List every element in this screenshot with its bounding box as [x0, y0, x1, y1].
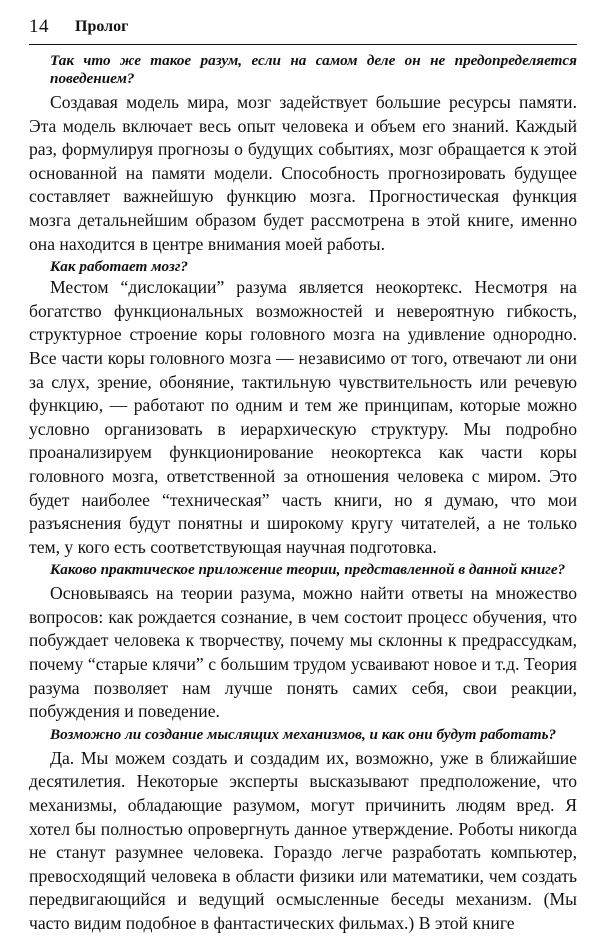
page-header: [29, 14, 577, 45]
page-number: 14: [29, 16, 49, 37]
body-paragraph: Основываясь на теории разума, можно найти ответы на множество вопросов: как рождается сознание, в чем состоит процесс обучения, что побуждает человека к творчеству, почему мы склонны к предрассудкам, почему “старые клячи” с большим трудом усваивают новое и т.д. Теория разума позволяет нам лучше понять самих себя, свои реакции, побуждения и поведение.: [29, 583, 577, 722]
question-heading: Каково практическое приложение теории, представленной в данной книге?: [50, 561, 566, 579]
question-heading: Как работает мозг?: [50, 258, 189, 276]
section-how-brain-works: [29, 258, 577, 559]
section-thinking-machines: [29, 726, 577, 936]
question-heading: Так что же такое разум, если на самом деле он не предопределяется поведением?: [50, 52, 577, 87]
body-paragraph: Да. Мы можем создать и создадим их, возможно, уже в ближайшие десятилетия. Некоторые эксперты высказывают предположение, что механизмы, обладающие разумом, могут причинить людям вред. Я хотел бы полностью опровергнуть данное утверждение. Роботы никогда не станут разумнее человека. Гораздо легче разработать компьютер, превосходящий человека в области физики или математики, чем создать передвигающийся и ведущий осмысленные беседы механизм. (Мы часто видим подобное в фантастических фильмах.) В этой книге: [29, 747, 577, 933]
body-paragraph: Местом “дислокации” разума является неокортекс. Несмотря на богатство функциональных возможностей и невероятную гибкость, структурное строение коры головного мозга на удивление однородно. Все части коры головного мозга — независимо от того, отвечают ли они за слух, зрение, обоняние, тактильную чувствительность или речевую функцию, — работают по одним и тем же принципам, которые можно условно организовать в иерархическую структуру. Мы подробно проанализируем функционирование неокортекса как части коры головного мозга, ответственной за отношения человека с миром. Это будет наиболее “техническая” часть книги, но я думаю, что мои разъяснения будут понятны и широкому кругу читателей, а не только тем, у кого есть соответствующая научная подготовка.: [29, 277, 577, 557]
body-paragraph: Создавая модель мира, мозг задействует большие ресурсы памяти. Эта модель включает весь опыт человека и объем его знаний. Каждый раз, формулируя прогнозы о будущих событиях, мозг обращается к этой основанной на памяти модели. Способность прогнозировать будущее составляет важнейшую функцию мозга. Прогностическая функция мозга детальнейшим образом будет рассмотрена в этой книге, именно она находится в центре внимания моей работы.: [29, 92, 577, 254]
section-practical-application: [29, 561, 577, 724]
question-heading: Возможно ли создание мыслящих механизмов, и как они будут работать?: [50, 725, 557, 743]
section-mind-definition: [29, 52, 577, 256]
page-body: [29, 52, 577, 938]
running-head: Пролог: [75, 18, 129, 35]
